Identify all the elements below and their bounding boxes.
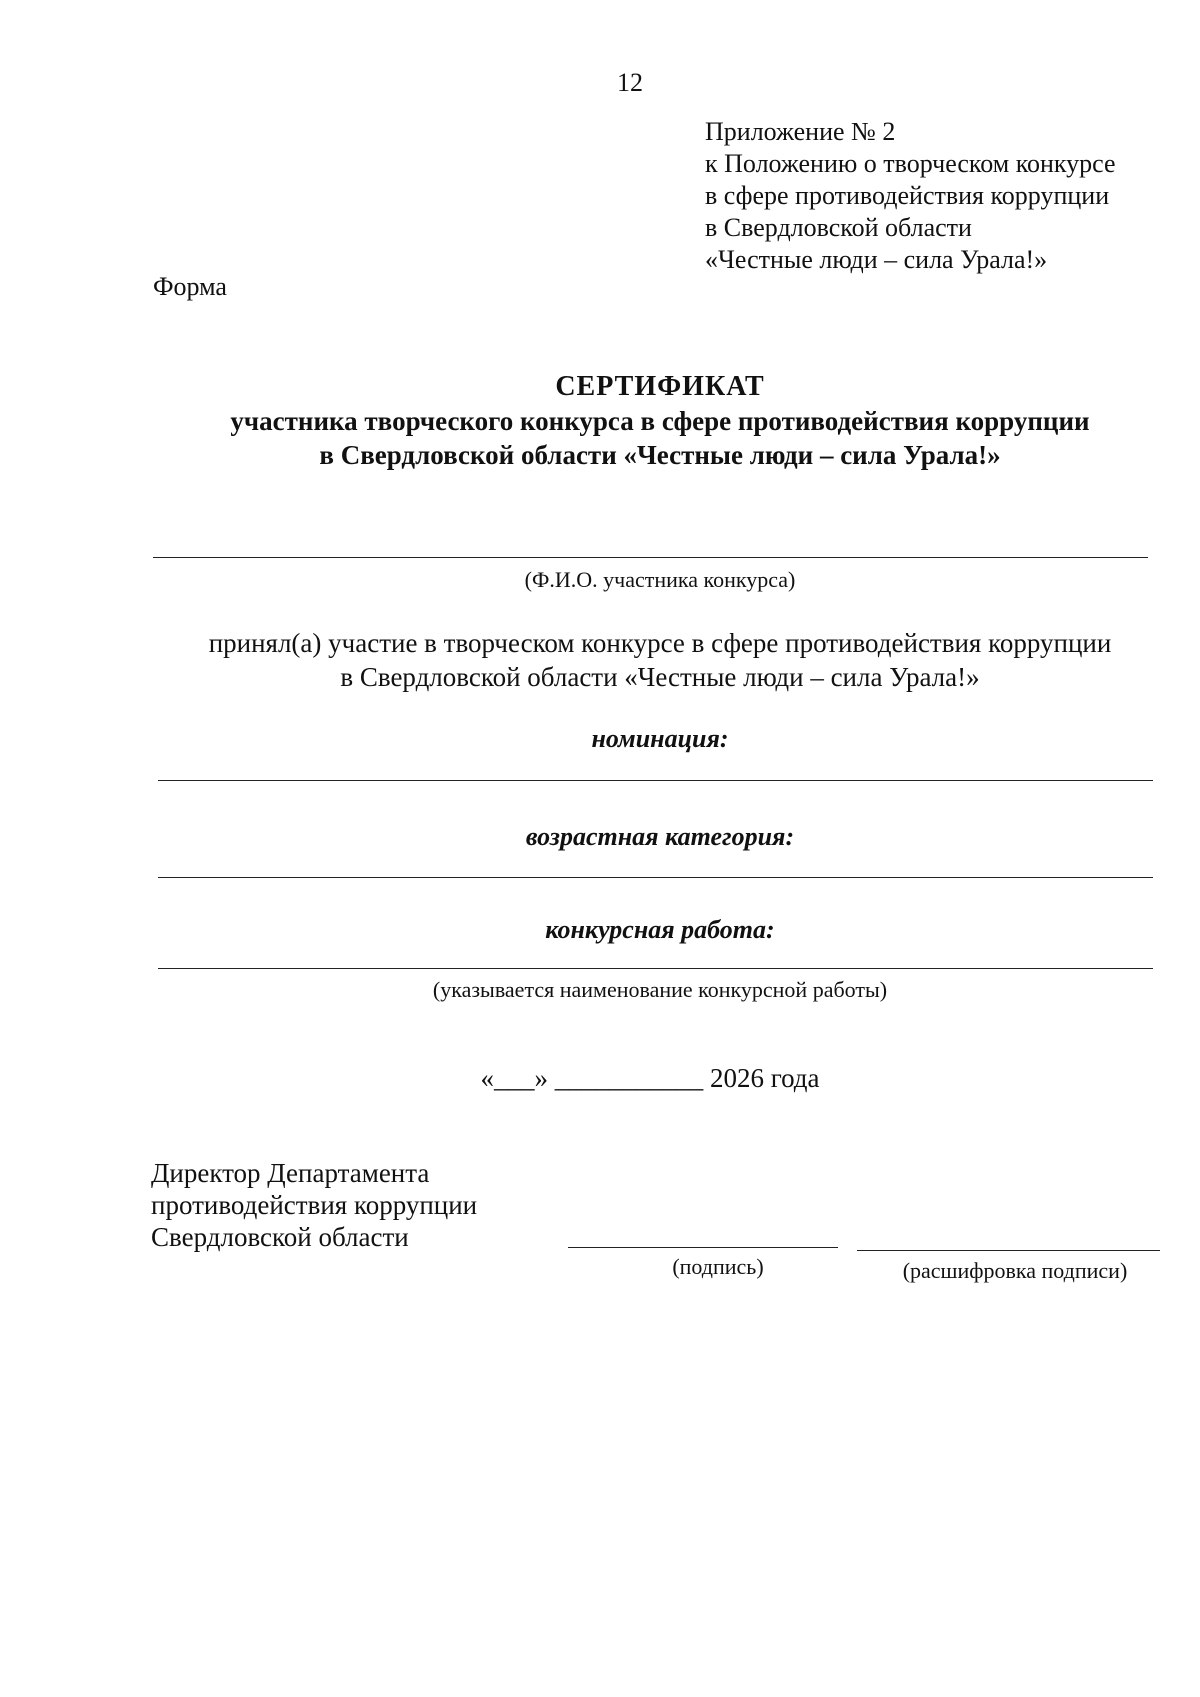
title-line-2: в Свердловской области «Честные люди – сила Урала!»	[319, 440, 1001, 470]
appendix-line: в сфере противодействия коррупции	[705, 181, 1110, 210]
participant-name-line	[153, 557, 1148, 558]
nomination-label: номинация:	[591, 724, 729, 753]
title-main: СЕРТИФИКАТ	[555, 371, 765, 402]
form-label: Форма	[153, 272, 227, 301]
appendix-block	[705, 116, 1116, 276]
signer-line: противодействия коррупции	[151, 1190, 478, 1220]
statement-line-1: принял(а) участие в творческом конкурсе в сфере противодействия коррупции	[208, 628, 1112, 658]
appendix-line: Приложение № 2	[705, 117, 896, 146]
signer-line: Директор Департамента	[151, 1158, 430, 1188]
age-category-label: возрастная категория:	[525, 822, 795, 851]
signer-title	[151, 1157, 477, 1253]
signature-caption: (подпись)	[672, 1254, 764, 1279]
nomination-line	[158, 780, 1153, 781]
statement-line-2: в Свердловской области «Честные люди – сила Урала!»	[340, 662, 980, 692]
appendix-line: «Честные люди – сила Урала!»	[705, 245, 1048, 274]
date-line: «___» ___________ 2026 года	[480, 1063, 820, 1093]
appendix-line: к Положению о творческом конкурсе	[705, 149, 1116, 178]
appendix-line: в Свердловской области	[705, 213, 972, 242]
participation-statement	[120, 626, 1200, 694]
work-caption: (указывается наименование конкурсной работы)	[432, 977, 888, 1002]
signature-line	[568, 1247, 838, 1248]
work-label: конкурсная работа:	[545, 915, 775, 944]
work-line	[158, 968, 1153, 969]
certificate-title	[120, 370, 1200, 472]
signature-decoding-line	[857, 1250, 1160, 1251]
signer-line: Свердловской области	[151, 1222, 409, 1252]
participant-name-caption: (Ф.И.О. участника конкурса)	[524, 567, 796, 592]
title-line-1: участника творческого конкурса в сфере противодействия коррупции	[230, 406, 1090, 436]
page-number: 12	[617, 68, 643, 97]
signature-decoding-caption: (расшифровка подписи)	[902, 1258, 1128, 1283]
age-category-line	[158, 877, 1153, 878]
